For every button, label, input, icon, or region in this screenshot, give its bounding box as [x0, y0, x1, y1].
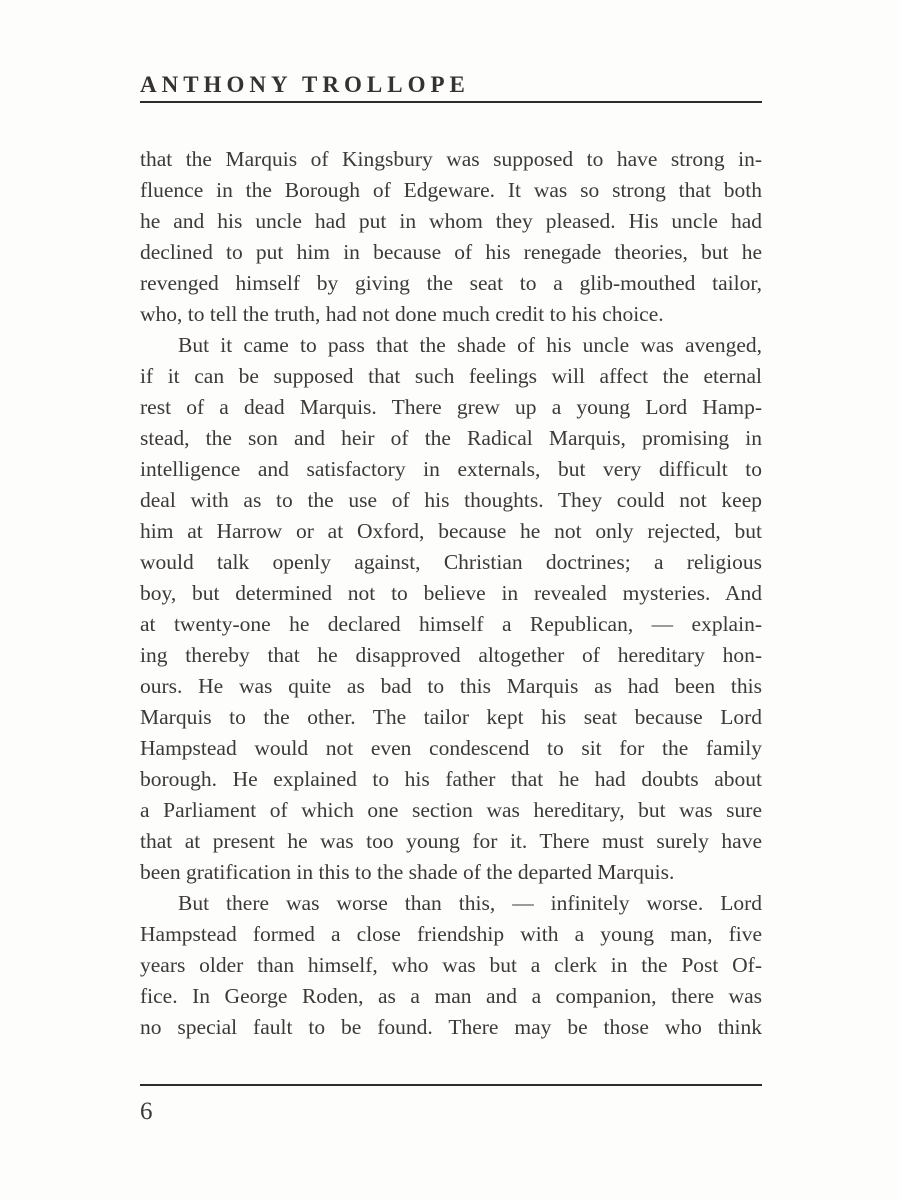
text-line: if it can be supposed that such feelings will affect the eternal — [140, 364, 762, 388]
text-line: boy, but determined not to believe in revealed mysteries. And — [140, 581, 762, 605]
text-line: Hampstead would not even condescend to sit for the family — [140, 736, 762, 760]
text-line: would talk openly against, Christian doctrines; a religious — [140, 550, 762, 574]
text-line: that at present he was too young for it. There must surely have — [140, 829, 762, 853]
text-line: rest of a dead Marquis. There grew up a young Lord Hamp- — [140, 395, 762, 419]
text-line: been gratification in this to the shade of the departed Marquis. — [140, 860, 675, 884]
text-line: intelligence and satisfactory in externals, but very difficult to — [140, 457, 762, 481]
footer-rule — [140, 1084, 762, 1086]
text-line: who, to tell the truth, had not done much credit to his choice. — [140, 302, 664, 326]
text-line: ing thereby that he disapproved altogether of hereditary hon- — [140, 643, 762, 667]
text-line: him at Harrow or at Oxford, because he not only rejected, but — [140, 519, 762, 543]
text-line: a Parliament of which one section was hereditary, but was sure — [140, 798, 762, 822]
text-line: stead, the son and heir of the Radical Marquis, promising in — [140, 426, 762, 450]
running-header-author: ANTHONY TROLLOPE — [140, 72, 470, 97]
text-line: that the Marquis of Kingsbury was supposed to have strong in- — [140, 147, 762, 171]
text-line: But there was worse than this, — infinitely worse. Lord — [178, 891, 762, 915]
text-line: Marquis to the other. The tailor kept his seat because Lord — [140, 705, 762, 729]
text-line: he and his uncle had put in whom they pleased. His uncle had — [140, 209, 762, 233]
header-rule — [140, 101, 762, 103]
text-line: fice. In George Roden, as a man and a companion, there was — [140, 984, 762, 1008]
text-line: years older than himself, who was but a clerk in the Post Of- — [140, 953, 762, 977]
text-line: ours. He was quite as bad to this Marquis as had been this — [140, 674, 762, 698]
text-line: deal with as to the use of his thoughts. They could not keep — [140, 488, 762, 512]
text-line: But it came to pass that the shade of his uncle was avenged, — [178, 333, 762, 357]
text-line: no special fault to be found. There may be those who think — [140, 1015, 762, 1039]
text-line: at twenty-one he declared himself a Republican, — explain- — [140, 612, 762, 636]
text-block — [140, 144, 762, 1043]
text-line: Hampstead formed a close friendship with a young man, five — [140, 922, 762, 946]
text-line: revenged himself by giving the seat to a glib-mouthed tailor, — [140, 271, 762, 295]
text-line: borough. He explained to his father that he had doubts about — [140, 767, 762, 791]
text-line: declined to put him in because of his renegade theories, but he — [140, 240, 762, 264]
page-number: 6 — [140, 1098, 153, 1125]
text-line: fluence in the Borough of Edgeware. It was so strong that both — [140, 178, 762, 202]
